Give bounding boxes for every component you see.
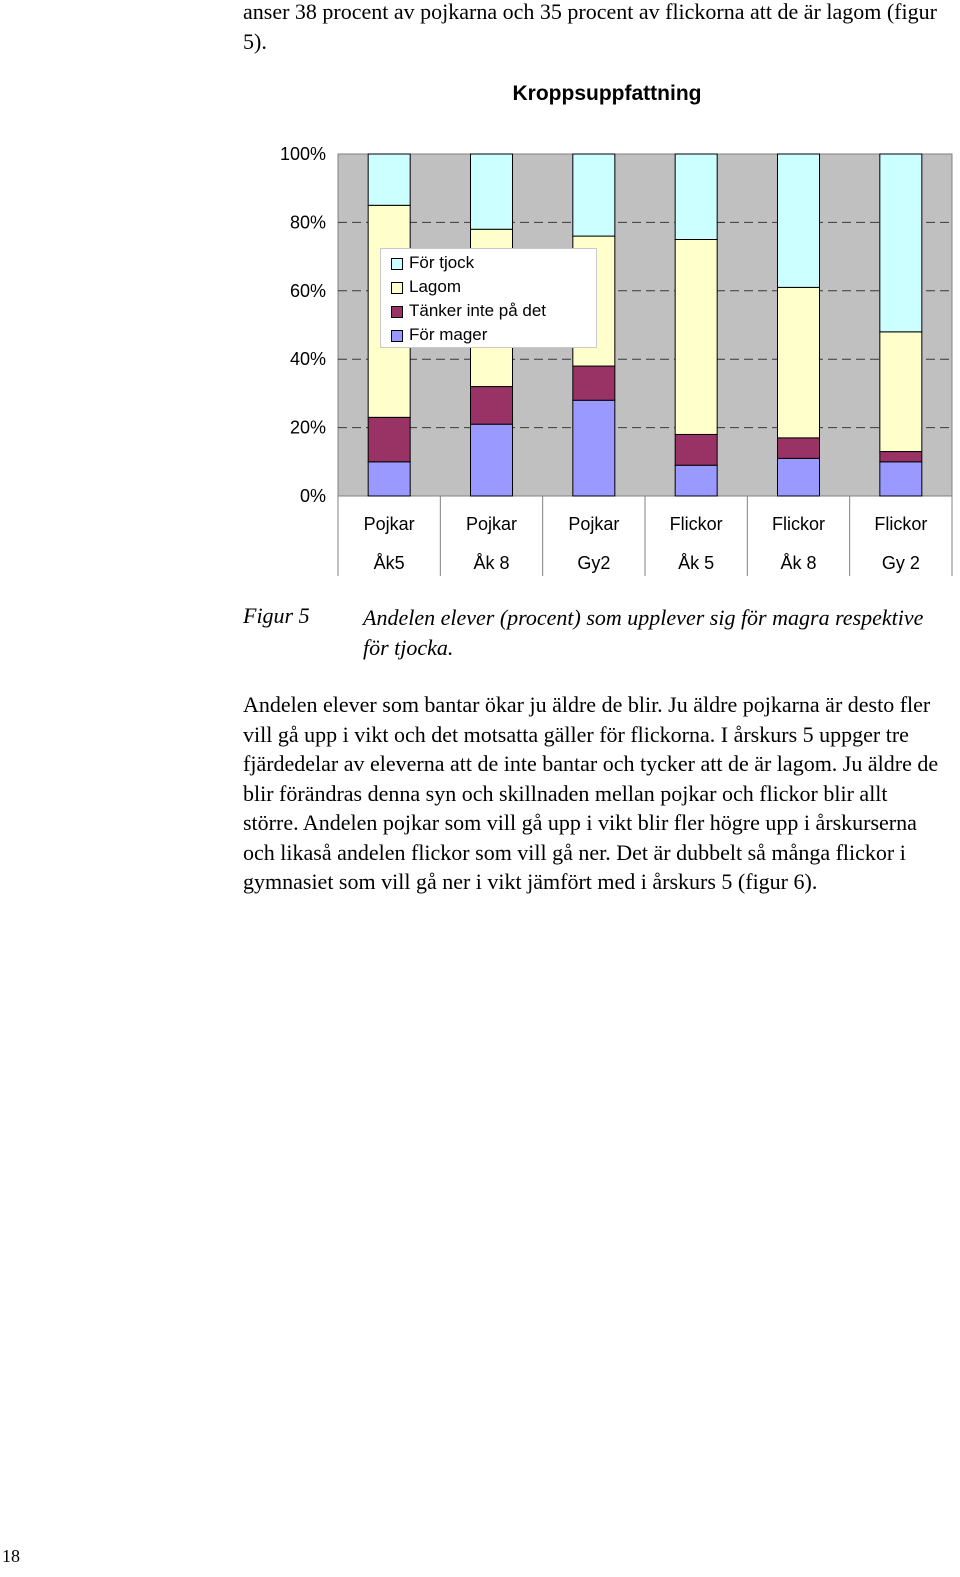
y-tick-label: 40% [289,349,326,370]
x-category-label: Pojkar [568,514,620,534]
legend-swatch [391,258,403,270]
bar-segment [675,465,717,496]
bar-segment [368,462,410,496]
bar-segment [573,400,615,496]
x-category-label: Åk5 [373,553,405,573]
legend-label: För tjock [409,253,475,272]
x-category-label: Flickor [772,514,825,534]
legend-item [409,251,596,275]
bar-segment [778,287,820,437]
intro-paragraph: anser 38 procent av pojkarna och 35 procent av flickorna att de är lagom (figur 5). [243,0,937,54]
chart-title: Kroppsuppfattning [512,82,702,105]
figure-label: Figur 5 [243,603,310,628]
legend-item [409,323,596,347]
bar-segment [880,462,922,496]
page-number: 18 [2,1546,20,1566]
x-category-label: Åk 8 [780,553,817,573]
legend-swatch [391,306,403,318]
stacked-bar-chart [0,70,960,590]
legend-label: Tänker inte på det [409,301,547,320]
bar-segment [778,438,820,459]
y-tick-label: 20% [289,417,326,438]
legend-swatch [391,330,403,342]
x-category-label: Pojkar [363,514,415,534]
x-category-label: Pojkar [465,514,518,534]
x-category-label: Åk 5 [678,553,715,573]
bar-segment [778,458,820,496]
chart-legend [380,248,597,348]
y-tick-label: 60% [289,280,326,301]
legend-item [409,299,596,323]
legend-label: Lagom [409,277,461,296]
bar-segment [573,366,615,400]
bar-segment [880,452,922,462]
bar-segment [368,417,410,461]
bar-segment [573,154,615,236]
bar-segment [471,387,513,425]
bar-segment [471,154,513,229]
x-category-label: Flickor [874,514,928,534]
legend-item [409,275,596,299]
bar-segment [880,332,922,452]
figure-caption: Andelen elever (procent) som upplever sig för magra respektive för tjocka. [363,605,924,660]
bar-segment [471,424,513,496]
bar-segment [675,154,717,240]
bar-segment [880,154,922,332]
x-category-label: Gy2 [577,553,611,573]
bar-segment [675,240,717,435]
bar-segment [675,434,717,465]
bar-segment [778,154,820,287]
x-category-label: Åk 8 [473,553,510,573]
bar-segment [368,154,410,205]
legend-label: För mager [409,325,488,344]
y-tick-label: 100% [279,144,326,164]
y-tick-label: 0% [299,486,326,506]
legend-swatch [391,282,403,294]
x-category-label: Gy 2 [881,553,920,573]
x-category-label: Flickor [669,514,723,534]
body-paragraph: Andelen elever som bantar ökar ju äldre de blir. Ju äldre pojkarna är desto fler vill gå upp i vikt och det motsatta gäller för flickorna. I årskurs 5 uppger tre fjärdedelar av eleverna att de inte bantar och tycker att de är lagom. Ju äldre de blir förändras denna syn och skillnaden mellan pojkar och flickor blir allt större. Andelen pojkar som vill gå upp i vikt blir fler högre upp i årskurserna och likaså andelen flickor som vill gå ner. Det är dubbelt så många flickor i gymnasiet som vill gå ner i vikt jämfört med i årskurs 5 (figur 6). [243,692,939,894]
y-tick-label: 80% [289,212,326,233]
